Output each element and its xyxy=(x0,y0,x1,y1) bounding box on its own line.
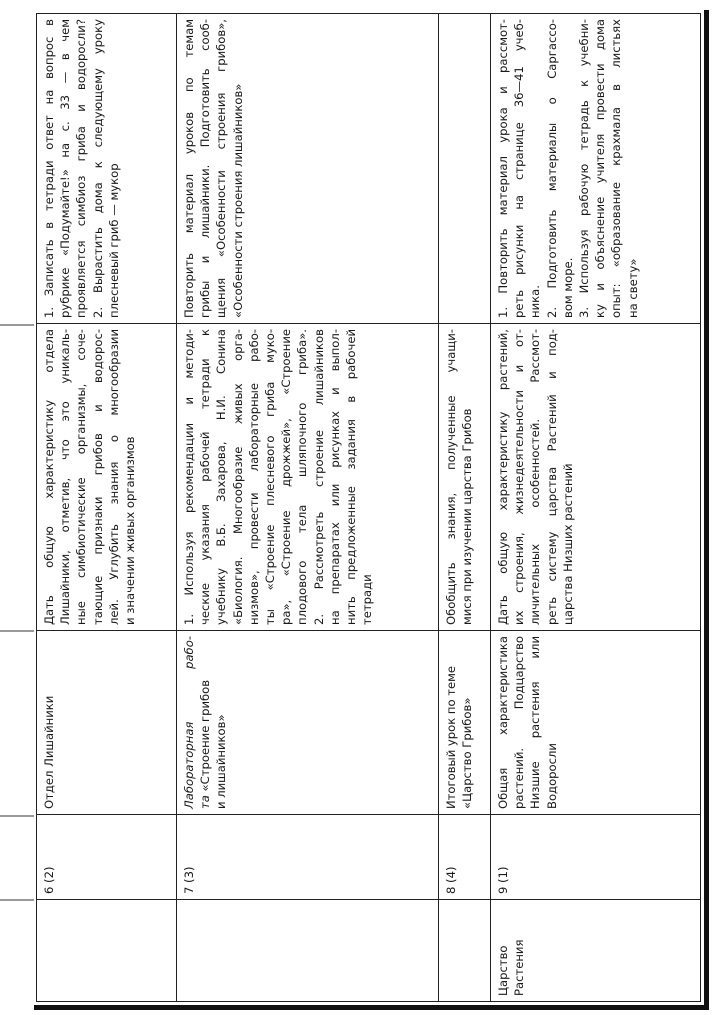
section-cell: Царство Растения xyxy=(491,900,701,1002)
table-row xyxy=(37,14,177,1002)
section-cell xyxy=(37,900,177,1002)
lesson-number-cell: 9 (1) xyxy=(491,815,701,900)
table-row xyxy=(439,14,491,1002)
homework-cell: 1. Повторить материал урока и рассмот- реть рисунки на странице 36—41 учеб- ника. 2. Подготовить материалы о Саргассо- вом море. 3. Используя рабочую тетрадь к учебни- ку и объяснение учителя провести дома опыт: «образование крахмала в листьях на свету» xyxy=(491,14,701,324)
lesson-plan-table xyxy=(36,13,701,1002)
topic-cell: Отдел Лишайники xyxy=(37,631,177,815)
section-cell xyxy=(177,900,439,1002)
topic-cell: Лабораторная рабо- та «Строение грибов и лишайников» xyxy=(177,631,439,815)
table-row xyxy=(491,14,701,1002)
lesson-content-cell: Дать общую характеристику растений, их строения, жизнедеятельности и от- личительных особенностей. Рассмот- реть систему царства Растений и под- царства Низших растений xyxy=(491,324,701,631)
lesson-number-cell: 8 (4) xyxy=(439,815,491,900)
lesson-content-cell: Обобщить знания, полученные учащи- мися при изучении царства Грибов xyxy=(439,324,491,631)
lesson-content-cell: 1. Используя рекомендации и методи- ческие указания рабочей тетради к учебнику В.Б. Захарова, Н.И. Сонина «Биология. Многообразие живых орга- низмов», провести лабораторные рабо- ты «Строение плесневого гриба муко- ра», «Строение дрожжей», «Строение плодового тела шляпочного гриба». 2. Рассмотреть строение лишайников на препаратах или рисунках и выпол- нить предложенные задания в рабочей тетради xyxy=(177,324,439,631)
lesson-number-cell: 7 (3) xyxy=(177,815,439,900)
homework-cell xyxy=(439,14,491,324)
topic-cell: Общая характеристика растений. Подцарство Низшие растения или Водоросли xyxy=(491,631,701,815)
homework-cell: 1. Записать в тетради ответ на вопрос в рубрике «Подумайте!» на с. 33 — в чем проявляется симбиоз гриба и водоросли? 2. Вырастить дома к следующему уроку плесневый гриб — мукор xyxy=(37,14,177,324)
lab-work-label: Лабораторная рабо- xyxy=(182,636,196,809)
lesson-content-cell: Дать общую характеристику отдела Лишайники, отметив, что это уникаль- ные симбиотические организмы, соче- тающие признаки грибов и водорос- лей. Углубить знания о многообразии и значении живых организмов xyxy=(37,324,177,631)
section-cell xyxy=(439,900,491,1002)
table-row xyxy=(177,14,439,1002)
topic-cell: Итоговый урок по теме «Царство Грибов» xyxy=(439,631,491,815)
lesson-number-cell: 6 (2) xyxy=(37,815,177,900)
rotated-page xyxy=(36,14,700,1002)
homework-cell: Повторить материал уроков по темам грибы и лишайники. Подготовить сооб- щения «Особенности строения грибов», «Особенности строения лишайников» xyxy=(177,14,439,324)
